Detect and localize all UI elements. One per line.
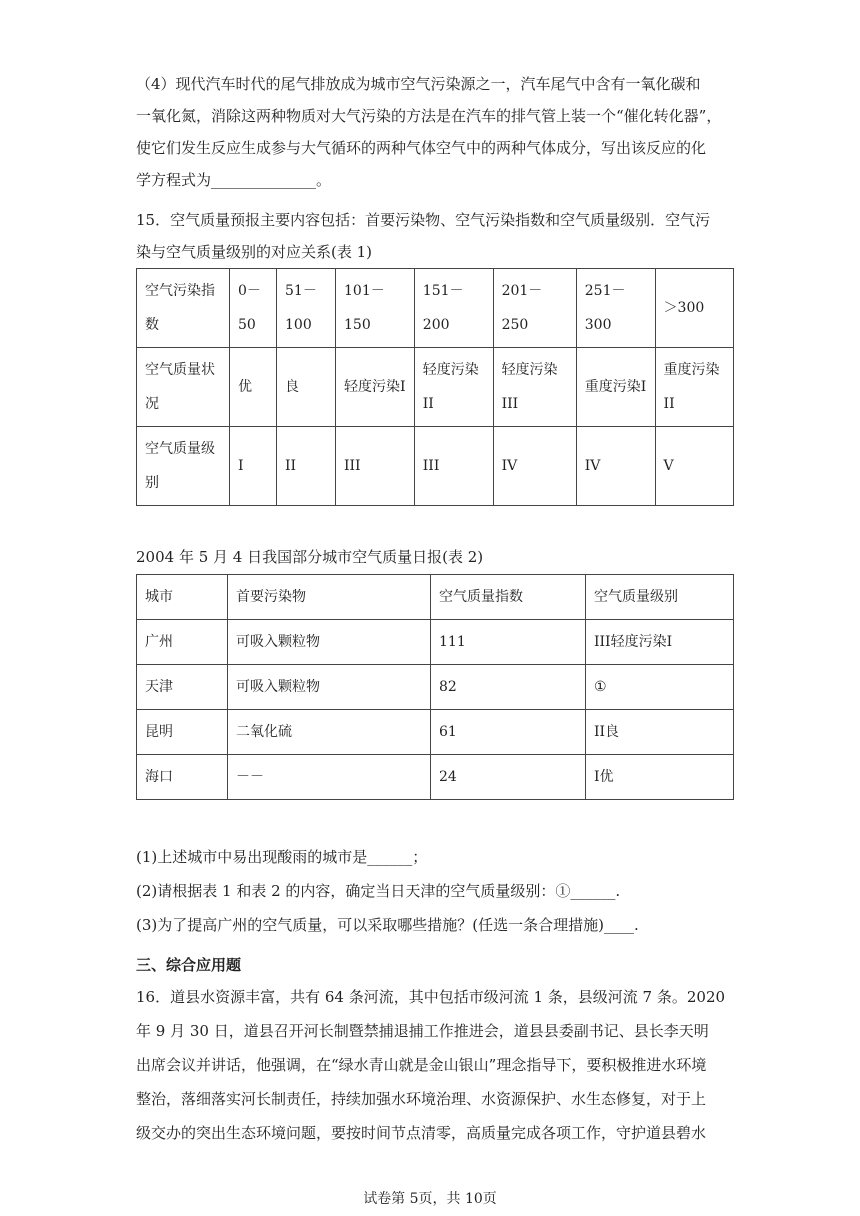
text-line: 年 9 月 30 日，道县召开河长制暨禁捕退捕工作推进会，道县县委副书记、县长李天明 (136, 1022, 709, 1040)
table-cell: 广州 (137, 620, 228, 665)
table-header-cell: 首要污染物 (228, 575, 431, 620)
table-row (137, 665, 734, 710)
table-row (137, 755, 734, 800)
table-cell: 昆明 (137, 710, 228, 755)
table-cell: 51－100 (277, 269, 336, 348)
table-row (137, 348, 734, 427)
table-row (137, 620, 734, 665)
table-cell: 良 (277, 348, 336, 427)
table-cell: 轻度污染II (414, 348, 493, 427)
text-line: 级交办的突出生态环境问题，要按时间节点清零，高质量完成各项工作，守护道县碧水 (136, 1124, 707, 1142)
table-header-cell: 空气质量级别 (586, 575, 734, 620)
table-cell: 可吸入颗粒物 (228, 620, 431, 665)
table-cell: 61 (431, 710, 586, 755)
table-cell: 251－300 (576, 269, 655, 348)
table-cell: 101－150 (336, 269, 415, 348)
table-cell: 轻度污染I (336, 348, 415, 427)
subquestion-3: (3)为了提高广州的空气质量，可以采取哪些措施？(任选一条合理措施)____. (136, 916, 639, 934)
table-cell: 天津 (137, 665, 228, 710)
text-line: 染与空气质量级别的对应关系(表 1) (136, 243, 373, 261)
table-cell: 空气质量级别 (137, 427, 230, 506)
text-line: 一氧化氮，消除这两种物质对大气污染的方法是在汽车的排气管上装一个“催化转化器”， (136, 107, 722, 125)
table-cell: －－ (228, 755, 431, 800)
table-1-pollution-levels (136, 268, 734, 506)
table-cell: V (655, 427, 733, 506)
table-row (137, 427, 734, 506)
question-15-subquestions (136, 840, 732, 942)
table-cell: ＞300 (655, 269, 733, 348)
table-2-caption: 2004 年 5 月 4 日我国部分城市空气质量日报(表 2) (136, 548, 484, 566)
table-cell: IV (493, 427, 576, 506)
table-row (137, 269, 734, 348)
table-cell: 海口 (137, 755, 228, 800)
table-row (137, 710, 734, 755)
table-cell: III (414, 427, 493, 506)
table-cell: IV (576, 427, 655, 506)
table-cell: 151－200 (414, 269, 493, 348)
table-cell: 201－250 (493, 269, 576, 348)
table-cell: II (277, 427, 336, 506)
table-cell: ① (586, 665, 734, 710)
table-cell: 111 (431, 620, 586, 665)
table-cell: III轻度污染I (586, 620, 734, 665)
text-line: 使它们发生反应生成参与大气循环的两种气体空气中的两种气体成分，写出该反应的化 (136, 139, 707, 157)
question-14-part-4 (136, 68, 732, 196)
text-line: 15．空气质量预报主要内容包括：首要污染物、空气污染指数和空气质量级别．空气污 (136, 211, 711, 229)
section-title: 三、综合应用题 (136, 956, 242, 974)
subquestion-2: (2)请根据表 1 和表 2 的内容，确定当日天津的空气质量级别：①______. (136, 882, 621, 900)
table-2-city-air-quality (136, 574, 734, 800)
table-cell: I (230, 427, 277, 506)
table-cell: 空气质量状况 (137, 348, 230, 427)
table-cell: 82 (431, 665, 586, 710)
question-15-intro (136, 204, 732, 268)
table-header-cell: 空气质量指数 (431, 575, 586, 620)
text-line: 整治，落细落实河长制责任，持续加强水环境治理、水资源保护、水生态修复，对于上 (136, 1090, 707, 1108)
table-cell: II良 (586, 710, 734, 755)
text-line: （4）现代汽车时代的尾气排放成为城市空气污染源之一，汽车尾气中含有一氧化碳和 (136, 75, 701, 93)
table-cell: 优 (230, 348, 277, 427)
table-cell: 重度污染II (655, 348, 733, 427)
table-cell: I优 (586, 755, 734, 800)
subquestion-1: (1)上述城市中易出现酸雨的城市是______； (136, 848, 428, 866)
table-cell: 重度污染I (576, 348, 655, 427)
table-header-cell: 城市 (137, 575, 228, 620)
table-header-row (137, 575, 734, 620)
table-cell: 二氧化硫 (228, 710, 431, 755)
page-footer: 试卷第 5页，共 10页 (363, 1191, 497, 1207)
text-line: 16．道县水资源丰富，共有 64 条河流，其中包括市级河流 1 条，县级河流 7 条。2020 (136, 988, 726, 1006)
text-line: 出席会议并讲话，他强调，在“绿水青山就是金山银山”理念指导下，要积极推进水环境 (136, 1056, 707, 1074)
table-cell: 空气污染指数 (137, 269, 230, 348)
table-cell: 轻度污染III (493, 348, 576, 427)
text-line: 学方程式为______________。 (136, 171, 332, 189)
table-cell: 0－50 (230, 269, 277, 348)
table-cell: 24 (431, 755, 586, 800)
table-cell: 可吸入颗粒物 (228, 665, 431, 710)
table-cell: III (336, 427, 415, 506)
question-16 (136, 980, 732, 1150)
